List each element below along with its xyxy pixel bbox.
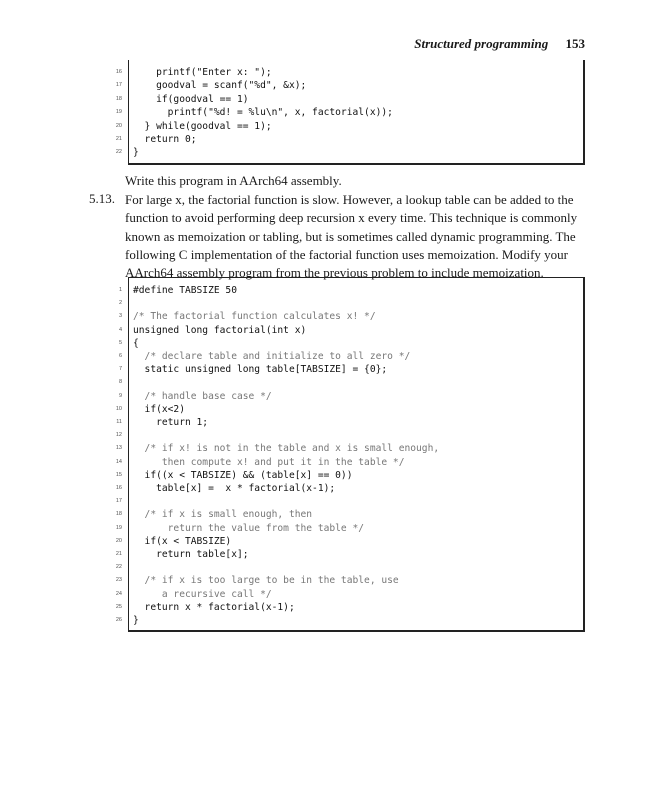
line-number: 19 [115,109,122,116]
code-line: #define TABSIZE 50 [133,285,237,296]
running-header [414,36,585,52]
code-comment-line: /* declare table and initialize to all zero */ [133,351,411,362]
code-comment-line: a recursive call */ [133,588,272,600]
line-number: 23 [115,577,122,584]
line-number: 6 [118,353,122,359]
problem-line: function to avoid performing deep recursion x every time. This technique is commonly [125,210,578,226]
code-line: return 1; [133,417,209,428]
code-line: printf("Enter x: "); [133,67,272,78]
page-number: 153 [565,36,585,51]
line-number: 14 [115,458,122,465]
code-comment-line: return the value from the table */ [133,522,365,534]
problem-line: For large x, the factorial function is slow. However, a lookup table can be added to the [125,192,574,207]
problem-number: 5.13. [89,191,115,206]
line-number: 18 [115,511,122,518]
line-number: 20 [115,122,122,129]
line-number: 17 [115,82,122,89]
line-number: 19 [115,524,122,531]
code-line: unsigned long factorial(int x) [133,324,307,336]
line-number: 20 [115,537,122,544]
line-number: 4 [118,326,122,333]
line-number: 5 [118,339,122,346]
code-line: } while(goodval == 1); [133,120,272,132]
line-number: 3 [118,313,122,320]
code-line: if(goodval == 1) [133,93,249,105]
intro-sentence: Write this program in AArch64 assembly. [125,173,342,188]
code-line: { [133,337,139,349]
line-number: 21 [115,551,122,557]
line-number: 16 [115,69,122,75]
code-comment-line: /* if x! is not in the table and x is small enough, [133,443,440,455]
line-number: 22 [115,564,122,571]
line-number: 8 [118,379,122,386]
code-line: if(x < TABSIZE) [133,535,232,547]
code-line: printf("%d! = %lu\n", x, factorial(x)); [133,107,393,119]
code-comment-line: /* handle base case */ [133,390,272,402]
line-number: 2 [118,300,122,307]
code-line: if(x<2) [133,403,185,415]
code-line: } [133,615,139,626]
problem-line: known as memoization or tabling, but is sometimes called dynamic programming. The [125,228,576,244]
line-number: 1 [118,287,122,293]
line-number: 7 [118,366,122,373]
code-comment-line: then compute x! and put it in the table */ [133,456,405,468]
problem-line: AArch64 assembly program from the previous problem to include memoization. [125,265,544,281]
code-line: return x * factorial(x-1); [133,601,295,613]
line-number: 12 [115,432,122,439]
line-number: 26 [115,617,122,623]
line-number: 13 [115,445,122,452]
line-number: 9 [118,392,122,399]
problem-line: following C implementation of the factorial function uses memoization. Modify your [125,246,568,262]
header-title: Structured programming [414,36,549,51]
code-line: } [133,147,139,159]
code-line: if((x < TABSIZE) && (table[x] == 0)) [133,469,353,481]
code-comment-line: /* The factorial function calculates x! */ [133,311,376,323]
line-number: 17 [115,498,122,505]
code-line: static unsigned long table[TABSIZE] = {0}; [133,364,388,376]
code-line: table[x] = x * factorial(x-1); [133,483,336,494]
line-number: 18 [115,95,122,102]
code-line: return table[x]; [133,549,249,560]
line-number: 11 [116,419,122,425]
code-comment-line: /* if x is small enough, then [133,509,313,521]
line-number: 24 [115,590,122,597]
line-number: 22 [115,149,122,156]
line-number: 16 [115,485,122,491]
code-line: goodval = scanf("%d", &x); [133,80,307,92]
line-number: 25 [115,603,122,610]
line-number: 10 [115,405,122,412]
line-number: 15 [115,471,122,478]
code-line: return 0; [133,134,197,145]
line-number: 21 [115,136,122,142]
code-comment-line: /* if x is too large to be in the table, use [133,575,399,587]
